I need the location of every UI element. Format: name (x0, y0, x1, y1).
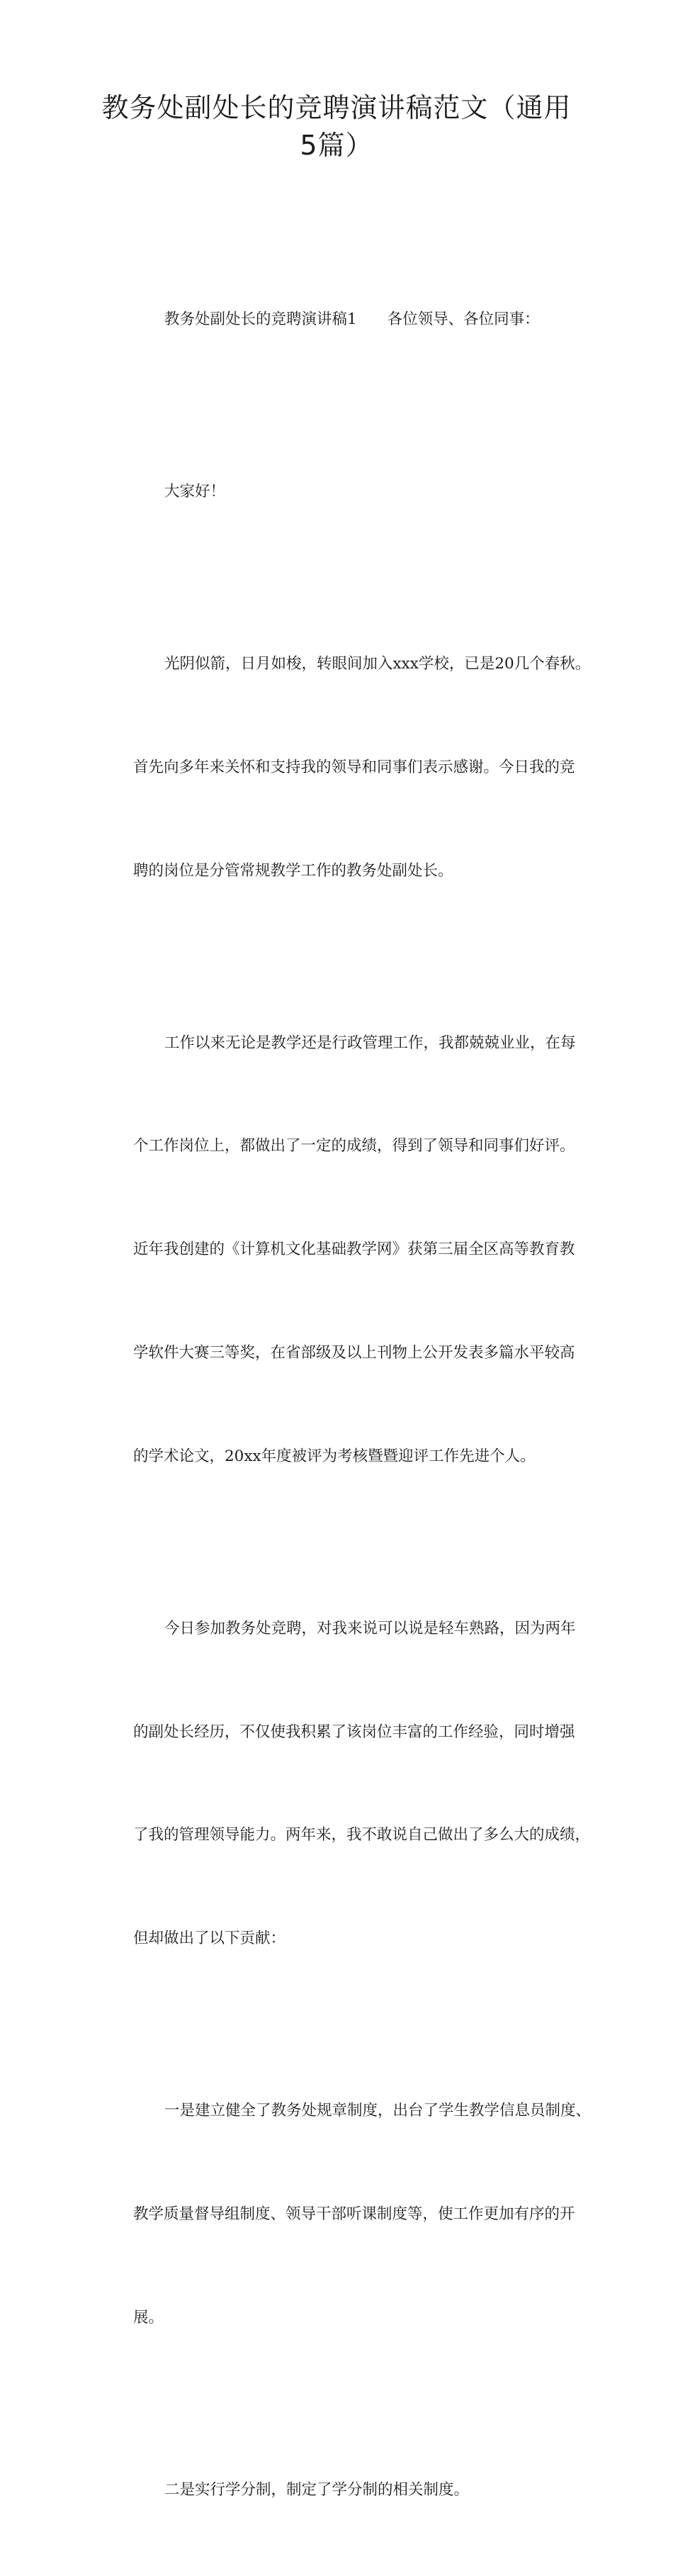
paragraph-heading (102, 234, 598, 406)
paragraph-line: 教学质量督导组制度、领导干部听课制度等，使工作更加有序的开 (133, 2205, 575, 2223)
paragraph-line: 的副处长经历，不仅使我积累了该岗位丰富的工作经验，同时增强 (133, 1723, 575, 1741)
document-body (102, 234, 598, 2576)
paragraph-line: 展。 (133, 2308, 164, 2326)
title-line: 5篇） (300, 130, 373, 161)
paragraph-line: 光阴似箭，日月如梭，转眼间加入xxx学校，已是20几个春秋。 (164, 655, 591, 673)
paragraph (102, 578, 598, 958)
paragraph-line: 首先向多年来关怀和支持我的领导和同事们表示感谢。今日我的竞 (133, 758, 575, 776)
paragraph-line: 但却做出了以下贡献： (133, 1930, 286, 1948)
paragraph (102, 1543, 598, 2025)
paragraph-greeting (102, 406, 598, 578)
paragraph-line: 大家好！ (164, 483, 226, 501)
paragraph-line: 一是建立健全了教务处规章制度，出台了学生教学信息员制度、 (164, 2102, 592, 2120)
paragraph (102, 957, 598, 1542)
paragraph-line: 二是实行学分制，制定了学分制的相关制度。 (164, 2480, 470, 2499)
paragraph-line: 近年我创建的《计算机文化基础教学网》获第三届全区高等教育教 (133, 1241, 575, 1259)
page-title (71, 89, 602, 164)
paragraph-line: 工作以来无论是教学还是行政管理工作，我都兢兢业业，在每 (164, 1034, 576, 1052)
paragraph (102, 2404, 598, 2576)
paragraph-line: 了我的管理领导能力。两年来，我不敢说自己做出了多么大的成绩， (133, 1826, 591, 1844)
paragraph-line: 今日参加教务处竞聘，对我来说可以说是轻车熟路，因为两年 (164, 1619, 576, 1637)
title-line: 教务处副处长的竞聘演讲稿范文（通用 (101, 92, 572, 123)
paragraph-line: 学软件大赛三等奖，在省部级及以上刊物上公开发表多篇水平较高 (133, 1344, 575, 1362)
paragraph-line: 的学术论文，20xx年度被评为考核暨暨迎评工作先进个人。 (133, 1447, 536, 1465)
paragraph-line: 聘的岗位是分管常规教学工作的教务处副处长。 (133, 861, 453, 880)
paragraph (102, 2025, 598, 2404)
paragraph-line: 教务处副处长的竞聘演讲稿1 各位领导、各位同事： (164, 310, 540, 329)
paragraph-line: 个工作岗位上，都做出了一定的成绩，得到了领导和同事们好评。 (133, 1137, 575, 1155)
